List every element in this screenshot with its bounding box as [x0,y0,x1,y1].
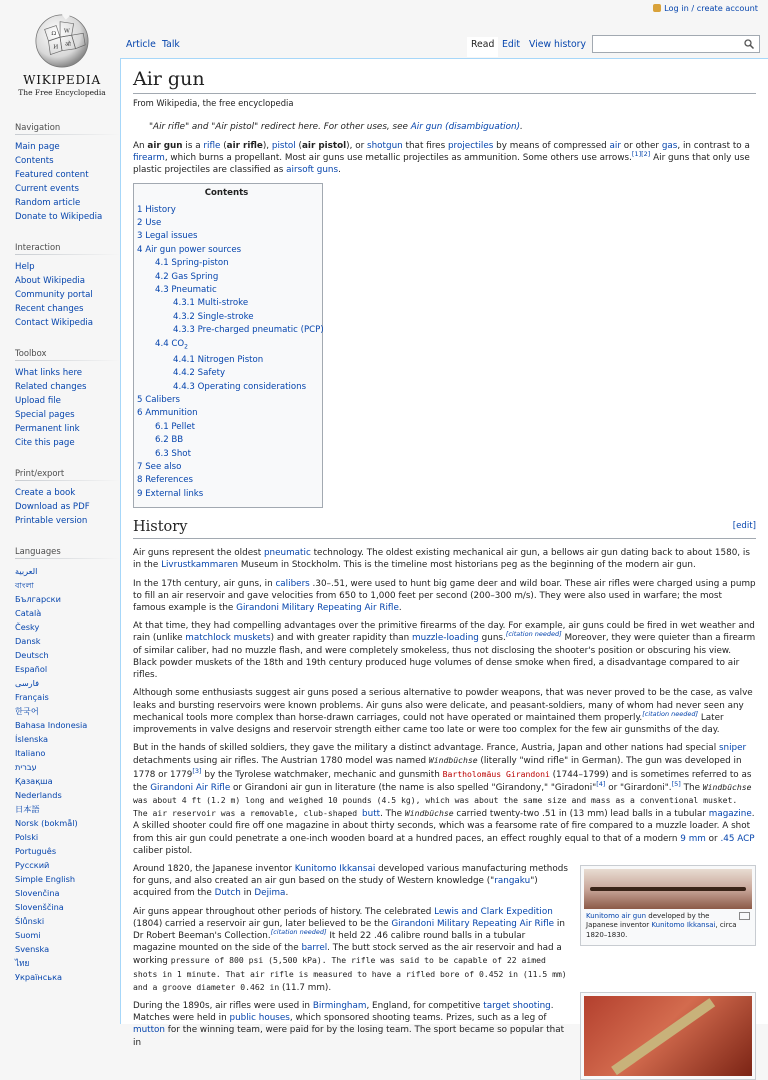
link-pistol[interactable]: pistol [271,141,296,151]
svg-text:И: И [53,44,59,51]
toc-item[interactable] [137,354,316,367]
toc-number: 4 [137,244,143,255]
toc-item[interactable] [137,311,316,324]
toc-number: 8 [137,475,143,486]
language-link[interactable]: العربية [15,566,38,576]
paragraph: Although some enthusiasts suggest air guns posed a serious alternative to powder weapons, that was never proved to be the case, as valve leaks and bursting reservoirs were known problems. Air guns also were delicate, and peasant-soldiers, many of whom had never seen any mechanical tools more complex than horse-drawn carriages, could not have operated or maintained them properly.[citation needed] Later improvements in valve designs and reservoir strength either came too late or were too complex for the few air gunsmiths of the day. [133,688,753,735]
language-link[interactable]: Suomi [15,930,41,940]
hatnote [149,122,756,132]
text: An [133,141,148,151]
toc-link[interactable] [155,285,217,295]
table-of-contents [133,183,323,509]
text: or other [620,141,662,151]
toc-item[interactable] [137,421,316,434]
toc-text: Operating considerations [197,381,307,392]
language-link[interactable]: 日本語 [15,804,40,814]
language-link[interactable]: Simple English [15,874,76,884]
thumbnail-caption: Kunitomo air gun developed by the Japanese inventor Kunitomo Ikkansai, circa 1820–1830. [584,909,752,943]
redlink-girandoni[interactable]: Bartholomäus Girandoni [442,768,550,779]
portal-heading: Languages [15,546,120,559]
tab-article[interactable]: Article [126,39,156,50]
toc-text: References [145,475,193,486]
toc-number: 6.1 [155,421,169,432]
language-link[interactable]: Česky [15,622,40,632]
language-link[interactable]: ไทย [15,958,30,968]
toc-item[interactable] [137,381,316,394]
air-gun-image[interactable] [584,996,752,1076]
sidebar-item-cite[interactable]: Cite this page [15,438,75,448]
toc-number: 4.3.2 [173,311,195,322]
toc-link[interactable] [155,258,229,268]
citation-needed-link[interactable]: [citation needed] [642,709,699,718]
language-link[interactable]: Ślůnski [15,916,45,926]
text: ), [262,141,272,151]
toc-title: Contents [204,187,249,198]
language-link[interactable]: Norsk (bokmål) [15,818,78,828]
portal-heading: Toolbox [15,348,120,361]
sidebar-item-printable[interactable]: Printable version [15,516,88,526]
toc-text: Shot [171,448,191,459]
login-link[interactable]: Log in / create account [664,3,758,13]
link-dutch[interactable]: Dutch [214,888,241,899]
link-sniper[interactable]: sniper [718,743,747,754]
text: by means of compressed [493,141,610,151]
section-edit-link[interactable] [733,517,756,535]
language-link[interactable]: Українська [15,972,63,982]
toc-number: 5 [137,395,143,406]
toc-item[interactable] [137,461,316,474]
sidebar-item-what-links-here[interactable]: What links here [15,368,83,378]
hatnote-link[interactable]: Air gun (disambiguation) [410,122,521,132]
toc-text: See also [145,462,182,473]
toc-text: History [145,204,176,215]
link-kunitomo[interactable]: Kunitomo Ikkansai [294,863,376,874]
toc-subscript: 2 [184,343,188,351]
text: ( [295,141,302,151]
sidebar-item-main-page[interactable]: Main page [15,142,60,152]
toc-item[interactable] [137,271,316,284]
portal-print-export [8,450,120,528]
paragraph: At that time, they had compelling advantages over the primitive firearms of the day. For example, air guns could be fired in wet weather and rain (unlike matchlock muskets) and with greater rapidity than muzzle-loading guns.[citation needed] Moreover, they were quieter than a firearm of similar caliber, had no muzzle flash, and were completely smokeless, thus not disclosing the shooter's position or obscuring his view. Black powder muskets of the 18th and 19th century produced huge volumes of dense smoke when fired, a disadvantage compared to air rifles. [133,621,756,681]
tab-view-history[interactable]: View history [529,39,586,50]
personal-tools [653,3,758,13]
portal-toolbox [8,330,120,450]
toc-number: 4.3 [155,285,169,296]
language-link[interactable]: Dansk [15,636,41,646]
toc-text: Pneumatic [171,285,217,296]
toc-number: 6.3 [155,448,169,459]
toc-link[interactable] [137,475,193,485]
toc-number: 1 [137,204,143,215]
thumbnail-kunitomo [580,865,756,947]
enlarge-icon[interactable] [739,912,750,920]
sidebar [0,112,120,984]
sidebar-item-donate[interactable]: Donate to Wikipedia [15,212,103,222]
link-butt[interactable]: butt [362,809,381,820]
link-girandoni[interactable]: Girandoni Military Repeating Air Rifle [391,918,555,929]
citation-needed-link[interactable]: [citation needed] [270,928,327,937]
toc-number: 6.2 [155,435,169,446]
toc-item[interactable] [137,407,316,420]
svg-text:ओ: ओ [64,41,71,48]
toc-text: Pre-charged pneumatic (PCP) [197,325,324,336]
language-link[interactable]: Български [15,594,61,604]
link-muzzle-loading[interactable]: muzzle-loading [412,633,479,644]
language-link[interactable]: Català [15,608,42,618]
link-shotgun[interactable]: shotgun [367,141,403,151]
toc-text: Spring-piston [171,258,229,269]
caption-link[interactable]: Kunitomo air gun [586,911,647,920]
link-matchlock[interactable]: matchlock muskets [185,633,271,644]
link-dejima[interactable]: Dejima [254,888,286,899]
toc-link[interactable] [155,339,188,349]
link-projectiles[interactable]: projectiles [447,141,494,151]
link-girandoni-air-rifle[interactable]: Girandoni Air Rifle [150,782,231,793]
portal-navigation [8,112,120,224]
sidebar-item-featured[interactable]: Featured content [15,170,89,180]
link-45acp[interactable]: .45 ACP [720,833,755,844]
toc-text: Pellet [171,421,196,432]
link-target-shooting[interactable]: target shooting [483,1000,551,1011]
link-birmingham[interactable]: Birmingham [312,1000,367,1011]
sidebar-item-contents[interactable]: Contents [15,156,54,166]
toc-item[interactable] [137,284,316,297]
toc-number: 4.4.1 [173,354,195,365]
toc-item[interactable] [137,474,316,487]
link-air[interactable]: air [609,141,621,151]
toc-number: 4.2 [155,271,169,282]
toc-number: 4.3.3 [173,325,195,336]
toc-number: 9 [137,488,143,499]
logo-wordmark: WIKIPEDIA [23,73,101,87]
paragraph: In the 17th century, air guns, in calibers .30–.51, were used to hunt big game deer and wild boar. These air rifles were charged using a pump to fill an air reservoir and gave velocities from 650 to 1,000 feet per second (200–300 m/s). They were also used in warfare; the most famous example is the Girandoni Military Repeating Air Rifle. [133,578,756,614]
toc-link[interactable] [137,395,180,405]
toc-number: 4.3.1 [173,298,195,309]
toc-item[interactable] [137,244,316,257]
link-magazine[interactable]: magazine [708,809,752,820]
language-link[interactable]: 한국어 [15,706,39,716]
thumbnail-air-gun-2 [580,992,756,1080]
section-title: History [133,519,188,536]
text: ( [220,141,227,151]
text: ), or [346,141,367,151]
toc-link[interactable] [137,462,181,472]
sidebar-item-random[interactable]: Random article [15,198,81,208]
toc-link[interactable] [173,325,324,335]
toc-item[interactable] [137,257,316,270]
link-barrel[interactable]: barrel [301,943,328,954]
kunitomo-air-gun-image[interactable] [584,869,752,909]
toc-text: Nitrogen Piston [197,354,264,365]
link-lewis-clark[interactable]: Lewis and Clark Expedition [434,906,553,917]
toc-link[interactable] [173,298,248,308]
language-link[interactable]: Polski [15,832,39,842]
link-public-houses[interactable]: public houses [229,1013,290,1024]
toc-number: 3 [137,231,143,242]
toc-item[interactable] [137,217,316,230]
text: . [338,165,341,176]
tab-edit[interactable]: Edit [502,39,521,50]
toc-link[interactable] [173,382,306,392]
link-airsoft[interactable]: airsoft guns [286,165,339,176]
sidebar-item-community[interactable]: Community portal [15,290,93,300]
toc-text: Legal issues [145,231,198,242]
sidebar-item-about[interactable]: About Wikipedia [15,276,86,286]
toc-item[interactable] [137,297,316,310]
link-rangaku[interactable]: rangaku [494,876,531,887]
language-link[interactable]: Íslenska [15,734,49,744]
portal-languages [8,528,120,984]
toc-number: 4.4 [155,338,169,349]
search-box[interactable] [592,35,760,53]
intro-paragraph [133,140,756,177]
toc-number: 4.1 [155,258,169,269]
toc-item[interactable] [137,448,316,461]
citation-needed-link[interactable]: [citation needed] [505,630,562,639]
bold-term: air pistol [302,141,347,151]
toc-text: Multi-stroke [197,298,249,309]
text: Air guns that only use plastic projectiles are classified as [133,153,750,176]
language-link[interactable]: Deutsch [15,650,49,660]
text: that fires [402,141,448,151]
user-lock-icon [653,4,661,12]
sidebar-item-contact[interactable]: Contact Wikipedia [15,318,94,328]
toc-link[interactable] [173,355,263,365]
search-icon[interactable] [744,39,754,49]
language-link[interactable]: Русский [15,860,50,870]
toc-link[interactable] [155,435,183,445]
sidebar-item-special-pages[interactable]: Special pages [15,410,75,420]
toc-link[interactable] [173,368,225,378]
toc-item[interactable] [137,488,316,501]
language-link[interactable]: Español [15,664,48,674]
toc-text: Ammunition [145,408,198,419]
bold-term: air rifle [226,141,263,151]
link-pneumatic[interactable]: pneumatic [263,548,311,559]
paragraph: Around 1820, the Japanese inventor Kunitomo Ikkansai developed various manufacturing methods for guns, and also created an air gun based on the study of Western knowledge ("rangaku") acquired from the Dutch in Dejima. [133,863,568,899]
caption-link[interactable]: Kunitomo Ikkansai [651,921,716,930]
language-link[interactable]: Bahasa Indonesia [15,720,88,730]
paragraph: Air guns represent the oldest pneumatic technology. The oldest existing mechanical air gun, a bellows air gun dating back to about 1580, is in the Livrustkammaren Museum in Stockholm. This is the timeline most historians peg as the beginning of the modern air gun. [133,548,750,571]
toc-text: Gas Spring [171,271,219,282]
page-title: Air gun [133,67,756,94]
portal-heading: Interaction [15,242,120,255]
link-firearm[interactable]: firearm [133,153,165,164]
puzzle-globe-icon [33,12,91,70]
reference-link[interactable]: [1][2] [631,150,651,159]
toc-item[interactable] [137,434,316,447]
toc-link[interactable] [137,205,176,215]
hatnote-text: . [520,122,523,132]
toc-text: Single-stroke [197,311,254,322]
tab-talk[interactable]: Talk [162,39,180,50]
toc-link[interactable] [155,272,218,282]
language-link[interactable]: Slovenščina [15,902,64,912]
paragraph: But in the hands of skilled soldiers, they gave the military a distinct advantage. France, Austria, Japan and other nations had special sniper detachments using air rifles. The Austrian 1780 model was named Windbüchse (literally "wind rifle" in German). The gun was developed in 1778 or 1779[3] by the Tyrolese watchmaker, mechanic and gunsmith Bartholomäus Girandoni (1744–1799) and is sometimes referred to as the Girandoni Air Rifle or Girandoni air gun in literature (the name is also spelled "Girandony," "Giradoni"[4] or "Girardoni".[5] The Windbüchse was about 4 ft (1.2 m) long and weighed 10 pounds (4.5 kg), which was about the same size and mass as a conventional musket. The air reservoir was a removable, club-shaped butt. The Windbüchse carried twenty-two .51 in (13 mm) lead balls in a tubular magazine. A skilled shooter could fire off one magazine in about thirty seconds, which was a fearsome rate of fire compared to a muzzle loader. A shot from this air gun could penetrate a one-inch wooden board at a hundred paces, an effect roughly equal to that of a modern 9 mm or .45 ACP caliber pistol. [133,743,755,856]
sidebar-item-current-events[interactable]: Current events [15,184,79,194]
sidebar-item-recent-changes[interactable]: Recent changes [15,304,84,314]
sidebar-item-related-changes[interactable]: Related changes [15,382,87,392]
toc-link[interactable] [155,422,195,432]
portal-interaction [8,224,120,330]
toc-item[interactable] [137,367,316,380]
logo-tagline: The Free Encyclopedia [18,88,106,97]
toc-number: 6 [137,408,143,419]
reference-link[interactable]: [3] [192,766,202,775]
toc-item[interactable] [137,324,324,337]
paragraph: Air guns appear throughout other periods of history. The celebrated Lewis and Clark Expedition (1804) carried a reservoir air gun, later believed to be the Girandoni Military Repeating Air Rifle in Dr Robert Beeman's Collection.[citation needed] It held 22 .46 calibre round balls in a tubular magazine mounted on the side of the barrel. The butt stock served as the air reservoir and had a working pressure of 800 psi (5,500 kPa). The rifle was said to be capable of 22 aimed shots in 1 minute. That air rifle is measured to have a rifled bore of 0.452 in (11.5 mm) and a groove diameter 0.462 in (11.7 mm). [133,906,567,993]
bold-term: air gun [147,141,183,151]
link-9mm[interactable]: 9 mm [680,833,706,844]
toc-text: External links [145,488,204,499]
edit-link[interactable]: [edit] [732,521,756,532]
language-link[interactable]: Français [15,692,49,702]
toc-link[interactable] [173,312,254,322]
toc-link[interactable] [155,449,191,459]
toc-text: Air gun power sources [145,244,242,255]
toc-link[interactable] [137,231,198,241]
portal-heading: Print/export [15,468,120,481]
text: , which burns a propellant. Most air guns use metallic projectiles as ammunition. Some others use arrows. [164,153,632,164]
toc-text: Safety [197,368,226,379]
toc-text: Use [145,218,162,229]
toc-item[interactable] [137,338,316,354]
sidebar-item-download-pdf[interactable]: Download as PDF [15,502,90,512]
section-heading-history [133,518,756,539]
toc-item[interactable] [137,230,316,243]
svg-text:Ω: Ω [51,31,57,38]
language-link[interactable]: Nederlands [15,790,62,800]
language-link[interactable]: Português [15,846,57,856]
toc-number: 7 [137,462,143,473]
site-subtitle: From Wikipedia, the free encyclopedia [133,98,294,108]
toc-item[interactable] [137,204,316,217]
portal-heading: Navigation [15,122,120,135]
wikipedia-logo[interactable] [12,10,112,110]
toc-link[interactable] [137,218,161,228]
toc-number: 2 [137,218,143,229]
sidebar-item-help[interactable]: Help [15,262,35,272]
toc-link[interactable] [137,489,203,499]
link-calibers[interactable]: calibers [275,578,310,589]
language-link[interactable]: עברית [15,762,37,772]
svg-text:W: W [63,28,70,35]
article-content [120,58,768,1048]
text: , in contrast to a [677,141,750,151]
toc-item[interactable] [137,394,316,407]
toc-text: CO [171,338,185,349]
toc-link[interactable] [137,408,198,418]
reference-link[interactable]: [4] [596,779,606,788]
tab-read[interactable]: Read [467,37,498,57]
paragraph: During the 1890s, air rifles were used in Birmingham, England, for competitive target shooting. Matches were held in public houses, which sponsored shooting teams. Prizes, such as a leg of mutton for the winning team, were paid for by the losing team. The sport became so popular that in [133,1000,565,1048]
toc-link[interactable] [137,245,241,255]
toc-number: 4.4.2 [173,368,195,379]
language-link[interactable]: Slovenčina [15,888,60,898]
toc-text: Calibers [145,395,180,406]
language-link[interactable]: Svenska [15,944,50,954]
link-livrustkammaren[interactable]: Livrustkammaren [161,560,239,571]
hatnote-text: "Air rifle" and "Air pistol" redirect here. For other uses, see [149,122,411,132]
text: is a [182,141,204,151]
sidebar-item-upload[interactable]: Upload file [15,396,61,406]
link-gas[interactable]: gas [661,141,678,151]
language-link[interactable]: فارسی [15,678,40,688]
language-link[interactable]: Қазақша [15,776,53,786]
link-mutton[interactable]: mutton [133,1025,166,1036]
sidebar-item-permanent-link[interactable]: Permanent link [15,424,80,434]
toc-number: 4.4.3 [173,381,195,392]
sidebar-item-create-book[interactable]: Create a book [15,488,76,498]
link-rifle[interactable]: rifle [203,141,221,151]
link-girandoni[interactable]: Girandoni Military Repeating Air Rifle [236,603,399,614]
toc-text: BB [171,435,184,446]
language-link[interactable]: বাংলা [15,580,34,590]
language-link[interactable]: Italiano [15,748,46,758]
reference-link[interactable]: [5] [671,779,681,788]
